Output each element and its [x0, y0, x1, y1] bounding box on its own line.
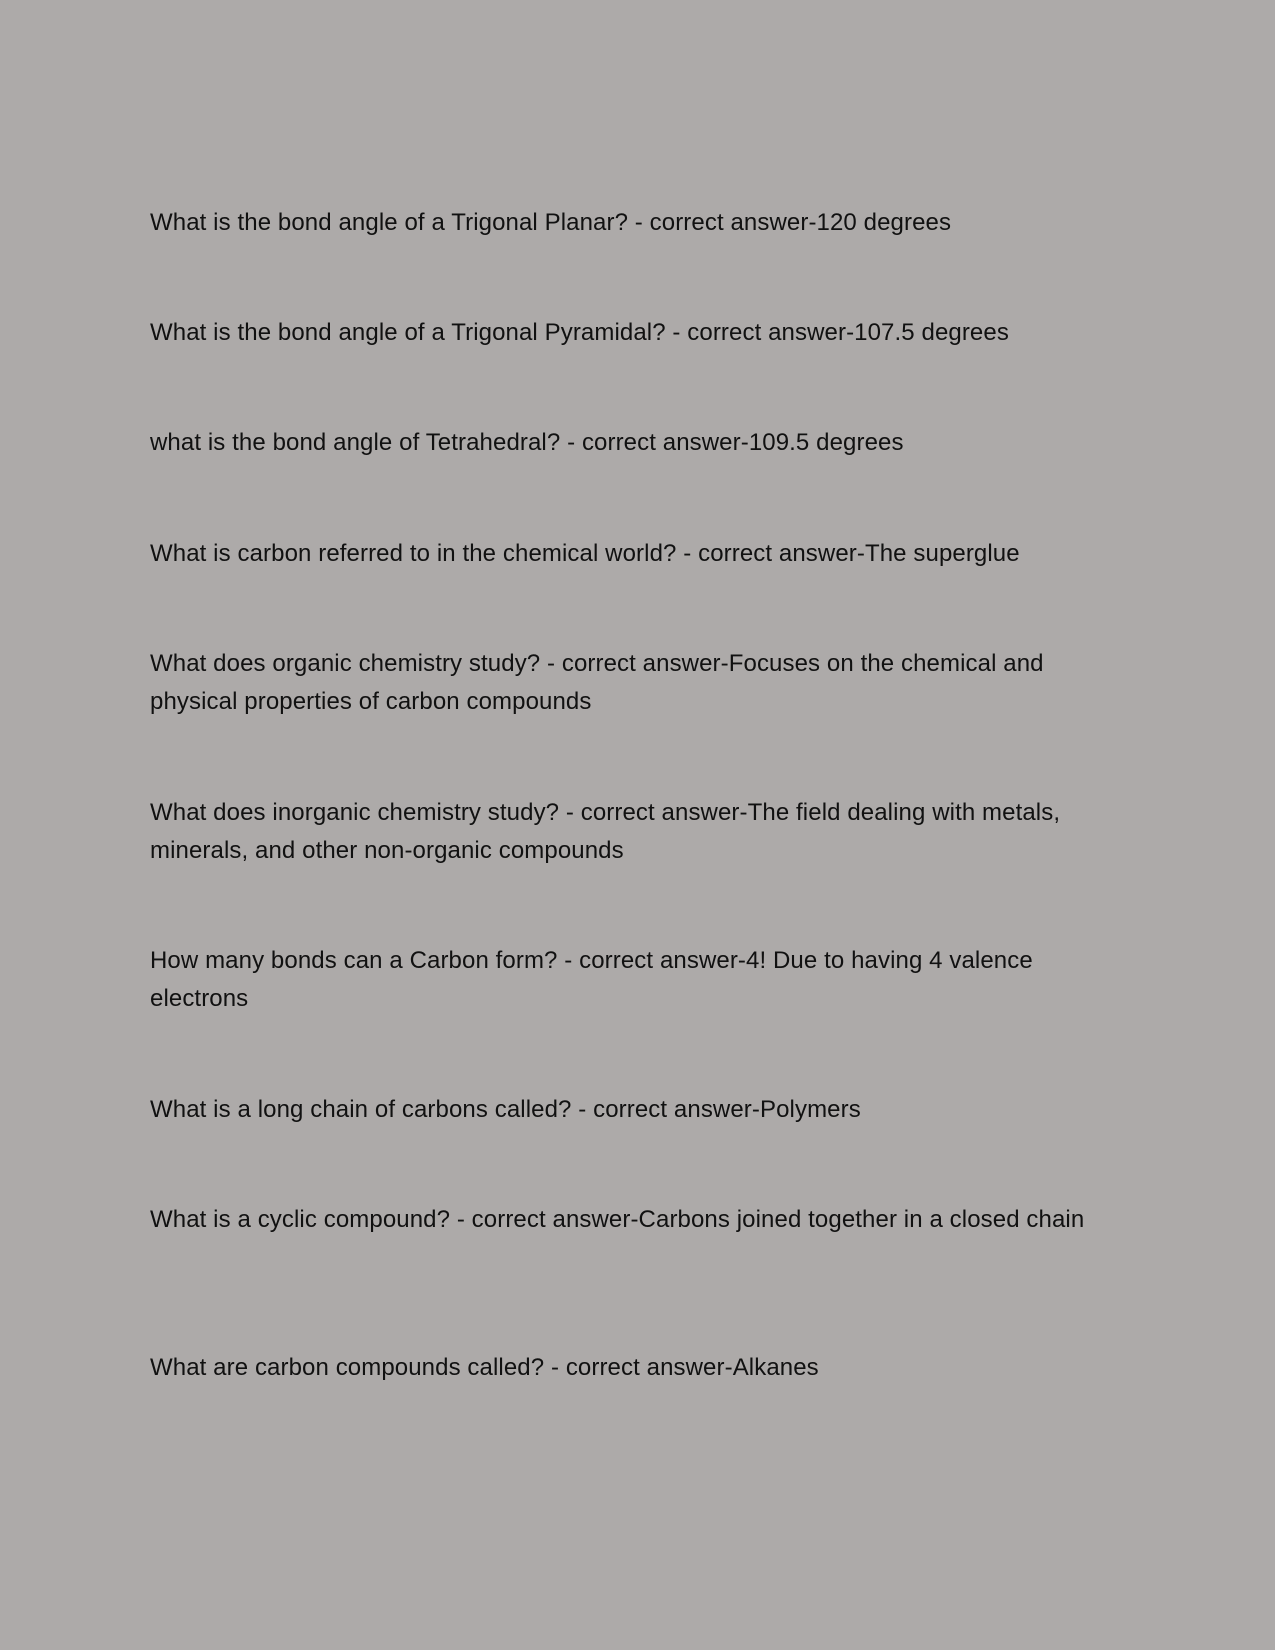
qa-item-organic-chemistry: What does organic chemistry study? - correct answer-Focuses on the chemical and physical properties of carbon compounds — [150, 650, 1044, 715]
qa-item-trigonal-planar: What is the bond angle of a Trigonal Planar? - correct answer-120 degrees — [150, 209, 952, 236]
qa-item-trigonal-pyramidal: What is the bond angle of a Trigonal Pyramidal? - correct answer-107.5 degrees — [150, 319, 1009, 346]
qa-item-tetrahedral: what is the bond angle of Tetrahedral? - correct answer-109.5 degrees — [150, 429, 904, 456]
qa-item-carbon-bonds: How many bonds can a Carbon form? - correct answer-4! Due to having 4 valence electrons — [150, 947, 1033, 1012]
qa-item-carbon-referred: What is carbon referred to in the chemical world? - correct answer-The superglue — [150, 540, 1020, 567]
qa-item-inorganic-chemistry: What does inorganic chemistry study? - correct answer-The field dealing with metals, minerals, and other non-organic compounds — [150, 799, 1061, 864]
qa-item-cyclic-compound: What is a cyclic compound? - correct answer-Carbons joined together in a closed chain — [150, 1206, 1085, 1233]
qa-item-long-chain: What is a long chain of carbons called? - correct answer-Polymers — [150, 1096, 861, 1123]
qa-item-carbon-compounds: What are carbon compounds called? - correct answer-Alkanes — [150, 1354, 819, 1381]
